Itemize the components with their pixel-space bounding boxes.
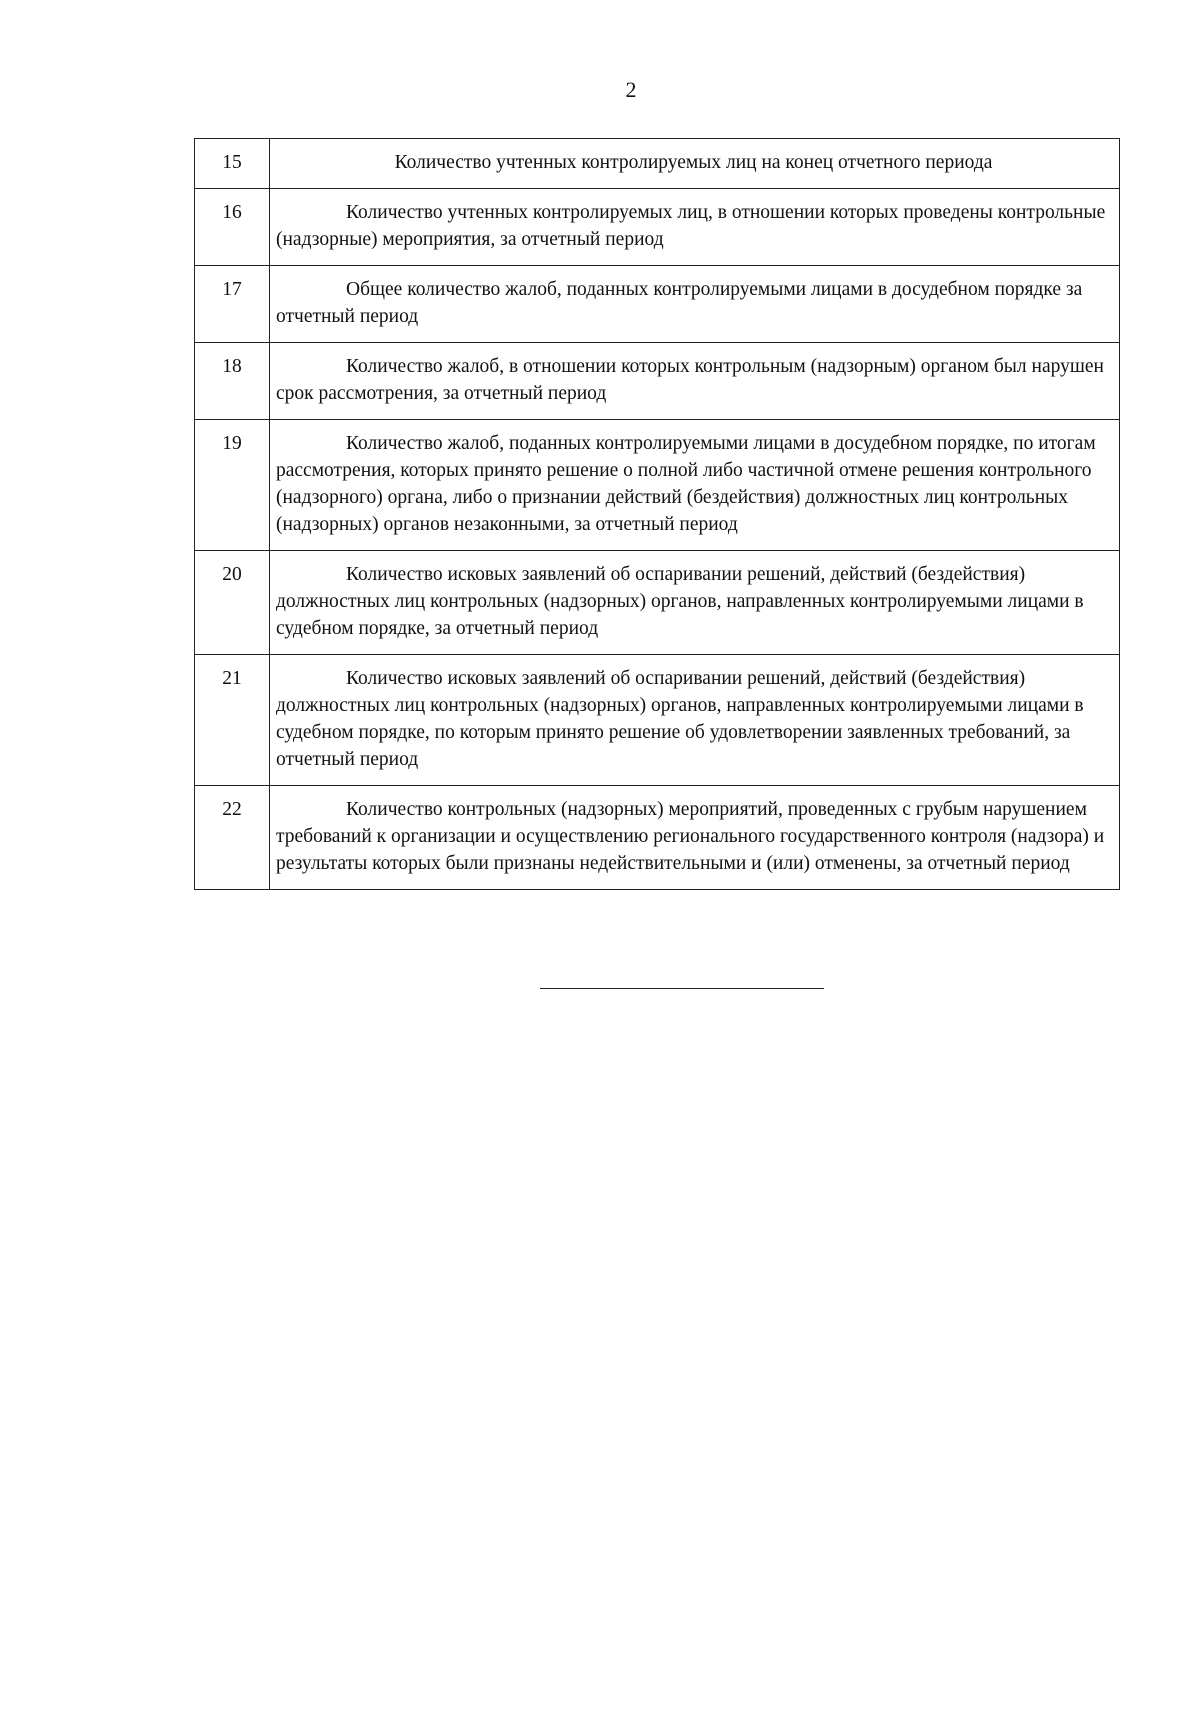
row-description-text: Количество учтенных контролируемых лиц, в отношении которых проведены контрольные (надзорные) мероприятия, за отчетный период: [276, 202, 1106, 250]
table-row: [195, 343, 1120, 420]
table-row: [195, 139, 1120, 189]
row-description-text: Количество контрольных (надзорных) мероприятий, проведенных с грубым нарушением требований к организации и осуществлению регионального государственного контроля (надзора) и результаты которых были признаны недействительными и (или) отменены, за отчетный период: [276, 799, 1105, 874]
row-number: 15: [195, 139, 270, 189]
row-description-text: Количество жалоб, в отношении которых контрольным (надзорным) органом был нарушен срок рассмотрения, за отчетный период: [276, 356, 1104, 404]
row-description: [270, 786, 1120, 890]
row-description: [270, 420, 1120, 551]
row-description-text: Количество учтенных контролируемых лиц на конец отчетного периода: [394, 152, 993, 173]
table-row: [195, 266, 1120, 343]
row-description-text: Количество жалоб, поданных контролируемыми лицами в досудебном порядке, по итогам рассмотрения, которых принято решение о полной либо частичной отмене решения контрольного (надзорного) органа, либо о признании действий (бездействия) должностных лиц контрольных (надзорных) органов незаконными, за отчетный период: [276, 433, 1096, 535]
row-description: [270, 189, 1120, 266]
row-number: 20: [195, 551, 270, 655]
row-number: 17: [195, 266, 270, 343]
row-description-text: Общее количество жалоб, поданных контролируемыми лицами в досудебном порядке за отчетный период: [276, 279, 1083, 327]
row-number: 16: [195, 189, 270, 266]
row-number: 18: [195, 343, 270, 420]
indicators-table: [194, 138, 1120, 890]
row-description: [270, 551, 1120, 655]
table-row: [195, 786, 1120, 890]
row-description: [270, 139, 1120, 189]
table-row: [195, 420, 1120, 551]
table-row: [195, 551, 1120, 655]
page-number: 2: [625, 77, 637, 102]
row-description: [270, 343, 1120, 420]
row-number: 22: [195, 786, 270, 890]
table-row: [195, 189, 1120, 266]
row-number: 19: [195, 420, 270, 551]
row-description-text: Количество исковых заявлений об оспаривании решений, действий (бездействия) должностных лиц контрольных (надзорных) органов, направленных контролируемыми лицами в судебном порядке, за отчетный период: [276, 564, 1084, 639]
table-row: [195, 655, 1120, 786]
row-description: [270, 266, 1120, 343]
row-description: [270, 655, 1120, 786]
row-number: 21: [195, 655, 270, 786]
end-of-document-rule: [540, 988, 824, 989]
row-description-text: Количество исковых заявлений об оспаривании решений, действий (бездействия) должностных лиц контрольных (надзорных) органов, направленных контролируемыми лицами в судебном порядке, по которым принято решение об удовлетворении заявленных требований, за отчетный период: [276, 668, 1084, 770]
